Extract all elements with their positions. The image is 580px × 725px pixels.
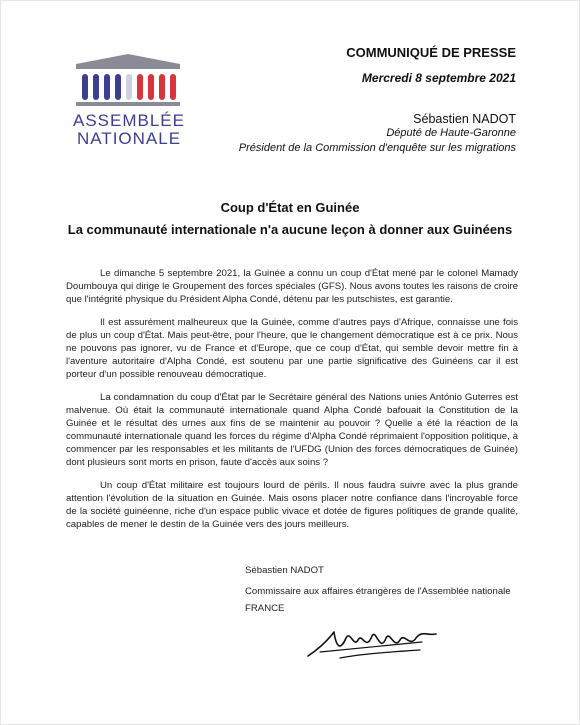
paragraph-4: Un coup d'État militaire est toujours lourd de périls. Il nous faudra suivre avec la plus grande attention l'évolution de la situation en Guinée. Mais osons placer notre confiance dans l'incroyable force de la société guinéenne, riche d'un espace public vivace et dotée de figures politiques de grande qualité, capables de mener le destin de la Guinée vers des jours meilleurs. xyxy=(66,480,518,530)
document-date: Mercredi 8 septembre 2021 xyxy=(361,71,516,85)
document-type: COMMUNIQUÉ DE PRESSE xyxy=(346,45,516,60)
headline-subtitle: La communauté internationale n'a aucune leçon à donner aux Guinéens xyxy=(67,222,513,237)
author-role-commission: Président de la Commission d'enquête sur les migrations xyxy=(238,142,516,154)
signoff-title: Commissaire aux affaires étrangères de l'Assemblée nationale xyxy=(245,586,511,597)
paragraph-3: La condamnation du coup d'État par le Secrétaire général des Nations unies António Guterres est malvenue. Où était la communauté internationale quand Alpha Condé bafouait la Constitution de la Guinée et le résultat des urnes aux fins de se maintenir au pouvoir ? Quelle a été la réaction de la communauté internationale quand les forces du régime d'Alpha Condé réprimaient l'opposition politique, à commencer par les responsables et les militants de l'UFDG (Union des forces démocratiques de Guinée) dont plusieurs sont morts en prison, faute d'accès aux soins ? xyxy=(66,392,518,468)
body-text xyxy=(66,267,518,541)
logo-text-line2: NATIONALE xyxy=(76,129,182,148)
logo-text-line1: ASSEMBLÉE xyxy=(73,111,185,130)
signoff-name: Sébastien NADOT xyxy=(245,565,324,576)
author-name: Sébastien NADOT xyxy=(413,112,516,126)
paragraph-1: Le dimanche 5 septembre 2021, la Guinée a connu un coup d'État mené par le colonel Mamady Doumbouya qui dirige le Groupement des forces spéciales (GFS). Nous avons toutes les raisons de croire que l'intégrité physique du Président Alpha Condé, détenu par les putschistes, est garantie. xyxy=(66,268,518,305)
handwritten-signature xyxy=(300,618,450,666)
signoff-country: FRANCE xyxy=(245,603,285,614)
headline-title: Coup d'État en Guinée xyxy=(220,200,360,215)
author-role: Député de Haute-Garonne xyxy=(386,127,516,139)
paragraph-2: Il est assurément malheureux que la Guinée, comme d'autres pays d'Afrique, connaisse une fois de plus un coup d'État. Mais peut-être, pour l'heure, que le changement démocratique est à ce prix. Nous ne pouvons pas ignorer, vu de France et d'Europe, que ce coup d'État, qui semble devoir mettre fin à l'aventure autoritaire d'Alpha Condé, est soutenu par une partie significative des Guinéens car il est porteur d'un possible renouveau démocratique. xyxy=(66,317,518,380)
